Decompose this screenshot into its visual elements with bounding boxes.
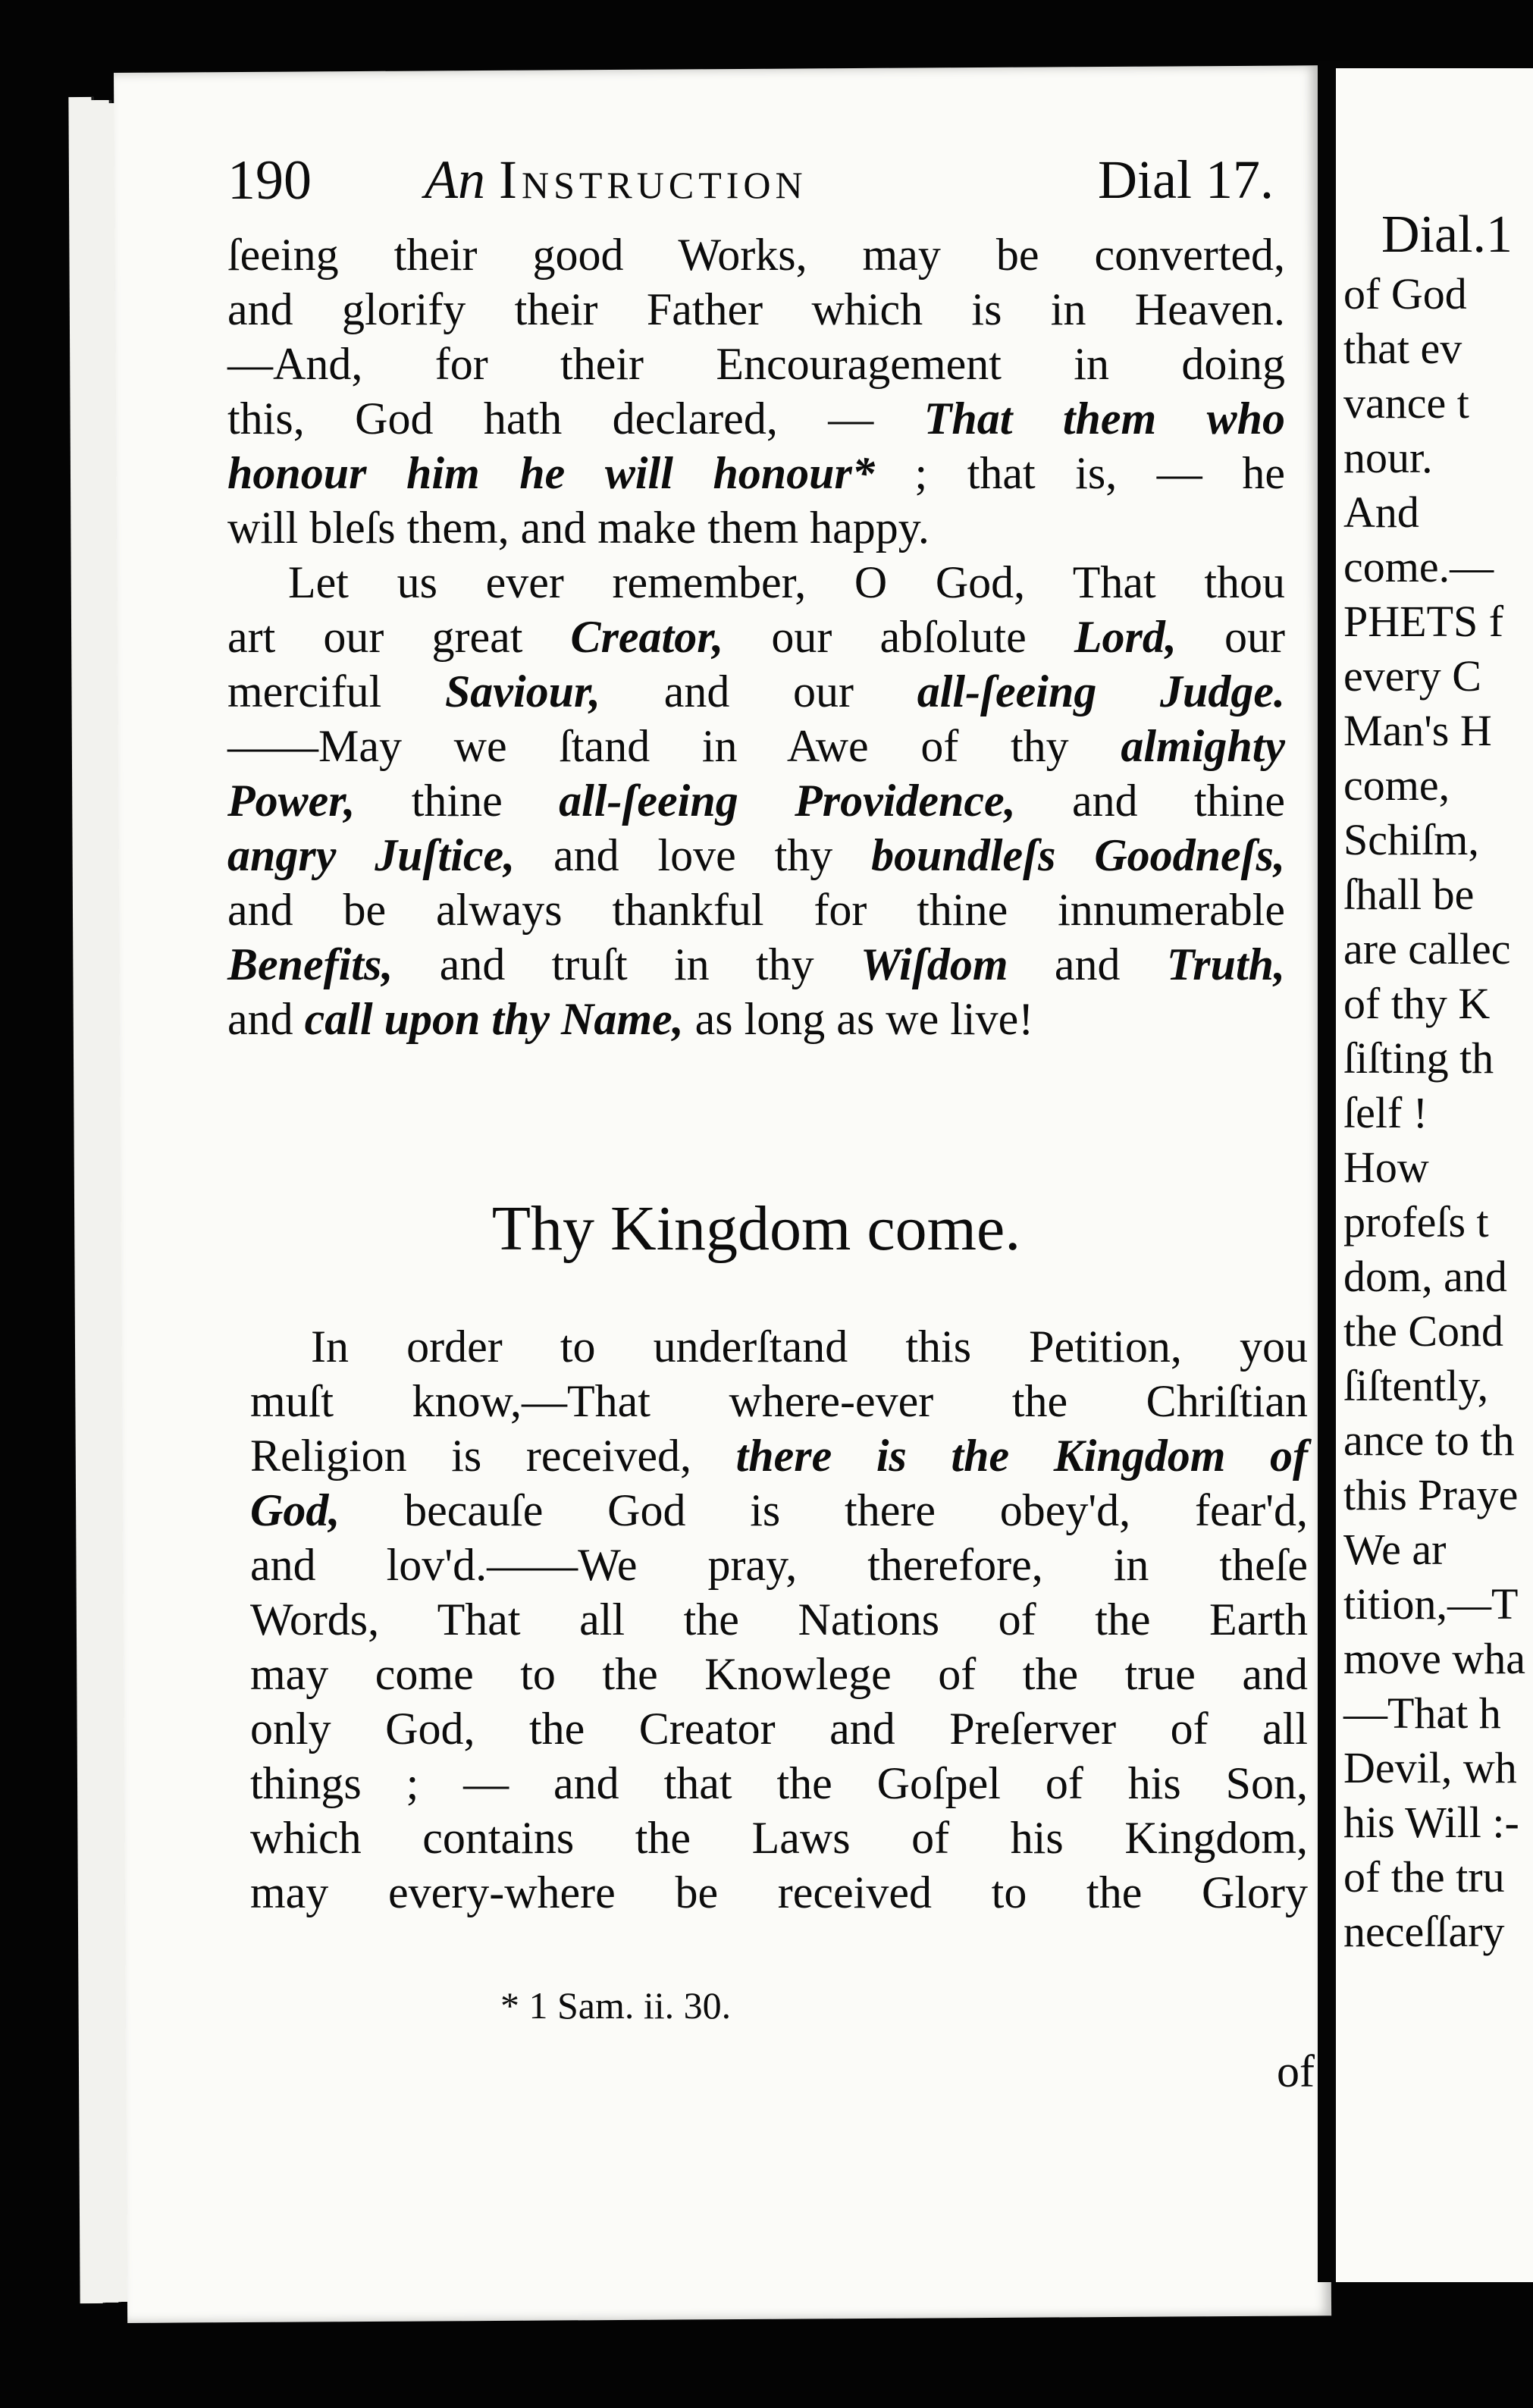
text-line: Let us ever remember, O God, That thou [288, 557, 1285, 607]
italic-span: Power, [227, 776, 356, 826]
text-span: art our great [227, 612, 523, 662]
text-line: ſeeing their good Works, may be converted, [227, 230, 1285, 280]
italic-span: all-ſeeing Judge. [917, 666, 1286, 716]
text-line [250, 1428, 1308, 1483]
italic-span: Saviour, [444, 666, 601, 716]
right-page-line: ance to th [1343, 1416, 1515, 1465]
text-span: ; that is, — he [914, 448, 1286, 498]
text-line [227, 773, 1285, 828]
text-span: and [1054, 939, 1121, 989]
text-line: —And, for their Encouragement in doing [227, 339, 1285, 389]
right-page-line: of thy K [1343, 979, 1491, 1028]
text-span: merciful [227, 666, 382, 716]
right-page-line: We ar [1343, 1525, 1447, 1574]
text-span: and our [663, 666, 854, 716]
right-page-line: this Praye [1343, 1470, 1519, 1519]
text-span: and thine [1072, 776, 1286, 826]
right-page-line: Schiſm, [1343, 815, 1479, 864]
right-page-line: come.— [1343, 542, 1494, 591]
paragraph-3 [250, 1319, 1308, 1920]
text-line: which contains the Laws of his Kingdom, [250, 1813, 1308, 1863]
text-line: Words, That all the Nations of the Earth [250, 1594, 1308, 1645]
right-page-line: ſiſtently, [1343, 1361, 1489, 1410]
italic-span: Wiſdom [861, 939, 1008, 989]
right-page-line: move wha [1343, 1634, 1525, 1683]
catchword: of [1277, 2046, 1315, 2096]
text-line: only God, the Creator and Preſerver of all [250, 1704, 1308, 1754]
italic-span: Truth, [1166, 939, 1286, 989]
text-line [227, 719, 1285, 773]
right-page-line: are callec [1343, 924, 1511, 974]
text-line [227, 992, 1285, 1046]
text-line: muſt know,—That where-ever the Chriſtian [250, 1376, 1308, 1426]
text-span: and truſt in thy [439, 939, 814, 989]
right-page-line: neceſſary [1343, 1907, 1505, 1956]
right-page-line: nour. [1343, 433, 1433, 482]
text-line [250, 1483, 1308, 1538]
right-page-line: the Cond [1343, 1306, 1504, 1356]
italic-span: all-ſeeing Providence, [559, 776, 1016, 826]
italic-span: That them who [923, 393, 1286, 444]
right-page-line: —That h [1343, 1688, 1501, 1738]
italic-span: call upon thy Name, [304, 994, 684, 1044]
italic-span: God, [250, 1485, 340, 1535]
right-page-line: dom, and [1343, 1252, 1507, 1301]
italic-span: Lord, [1074, 612, 1177, 662]
text-span: our [1224, 612, 1285, 662]
right-page-line: ſiſting th [1343, 1033, 1494, 1083]
right-page [1336, 68, 1533, 2282]
right-page-line: profeſs t [1343, 1197, 1489, 1246]
italic-span: Benefits, [227, 939, 393, 989]
footnote: * 1 Sam. ii. 30. [500, 1984, 732, 2027]
text-line [227, 391, 1285, 446]
text-span: thine [411, 776, 503, 826]
right-page-line: tition,—T [1343, 1579, 1519, 1629]
text-line: and glorify their Father which is in Heaven. [227, 284, 1285, 334]
right-page-header: Dial.1 [1381, 205, 1513, 264]
right-page-line: And [1343, 488, 1419, 537]
right-page-line: his Will :- [1343, 1798, 1519, 1847]
right-page-line: Devil, wh [1343, 1743, 1517, 1792]
paragraph-1 [227, 227, 1285, 1046]
text-line: In order to underſtand this Petition, you [311, 1322, 1308, 1372]
right-page-line: PHETS f [1343, 597, 1504, 646]
right-page-line: that ev [1343, 324, 1462, 373]
text-span: and love thy [553, 830, 833, 880]
dialogue-number: Dial 17. [1098, 149, 1274, 210]
text-line: may come to the Knowlege of the true and [250, 1649, 1308, 1699]
text-span: becauſe God is there obey'd, fear'd, [404, 1485, 1309, 1535]
text-span: as long as we live! [694, 994, 1034, 1044]
text-line [227, 446, 1285, 500]
text-line [227, 828, 1285, 883]
running-title [425, 149, 807, 212]
right-page-line: How [1343, 1143, 1429, 1192]
text-line [227, 664, 1285, 719]
text-line: things ; — and that the Goſpel of his Son, [250, 1758, 1308, 1808]
italic-span: Creator, [570, 612, 724, 662]
italic-span: honour him he will honour* [227, 448, 875, 498]
right-page-line: every C [1343, 651, 1481, 701]
italic-span: there is the Kingdom of [735, 1431, 1309, 1481]
italic-span: almighty [1121, 721, 1285, 771]
text-span: this, God hath declared, — [227, 393, 874, 444]
text-span: and [227, 994, 293, 1044]
text-span: Religion is received, [250, 1431, 692, 1481]
text-line: will bleſs them, and make them happy. [227, 503, 930, 553]
right-page-line: of the tru [1343, 1852, 1505, 1902]
right-page-line: vance t [1343, 378, 1469, 428]
section-heading: Thy Kingdom come. [491, 1193, 1021, 1264]
italic-span: boundleſs Goodneſs, [871, 830, 1286, 880]
right-page-text [1343, 267, 1533, 1959]
text-span: ——May we ſtand in Awe of thy [227, 721, 1069, 771]
right-page-line: of God [1343, 269, 1467, 318]
page-number: 190 [227, 149, 312, 212]
italic-span: angry Juſtice, [227, 830, 516, 880]
text-line [227, 610, 1285, 664]
title-article: An [425, 149, 485, 210]
right-page-line: ſhall be [1343, 870, 1475, 919]
title-word: Instruction [498, 149, 807, 210]
right-page-line: come, [1343, 760, 1450, 810]
text-line: and be always thankful for thine innumerable [227, 885, 1285, 935]
text-line [227, 937, 1285, 992]
text-span: our abſolute [771, 612, 1027, 662]
right-page-line: ſelf ! [1343, 1088, 1428, 1137]
text-line: and lov'd.——We pray, therefore, in theſe [250, 1540, 1308, 1590]
right-page-line: Man's H [1343, 706, 1492, 755]
running-header [227, 149, 1274, 232]
text-line: may every-where be received to the Glory [250, 1867, 1308, 1917]
